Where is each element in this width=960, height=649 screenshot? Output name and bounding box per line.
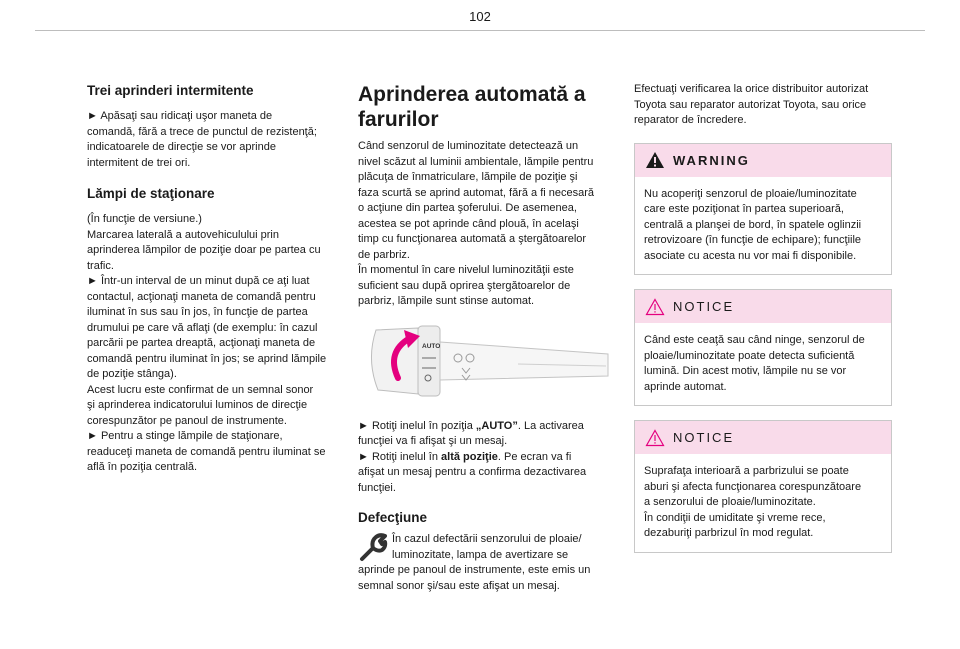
step-activate-text-b: . La activarea — [517, 419, 584, 432]
text-line: iluminat în sus sau în jos, în funcţie de partea — [87, 306, 308, 318]
section-parking-lamps — [87, 185, 345, 476]
text-line: aprinde automat. — [644, 380, 727, 393]
defect-text — [358, 563, 616, 594]
text-line: În condiţii de umiditate şi vreme rece, — [644, 511, 826, 524]
dealer-check-text — [634, 82, 892, 129]
notice-box-2-header — [635, 421, 891, 454]
main-heading-line1: Aprinderea automată a — [358, 83, 586, 106]
main-heading-line2: farurilor — [358, 108, 439, 131]
column-left — [87, 82, 345, 488]
warning-triangle-icon — [645, 151, 665, 169]
section-three-flashes — [87, 82, 345, 171]
step-activate — [358, 419, 616, 450]
text-line: centrală a planşei de bord, în spatele oglinzii — [644, 218, 862, 231]
text-line: plăcuţa de înmatriculare, lămpile de poziţie şi — [358, 171, 578, 183]
text-line: ► Apăsaţi sau ridicaţi uşor maneta de — [87, 110, 273, 122]
text-line: În momentul în care nivelul luminozităţii este — [358, 264, 574, 276]
text-line: află în poziţia centrală. — [87, 461, 198, 473]
notice-1-title: NOTICE — [673, 299, 735, 314]
notice-box-1 — [634, 289, 892, 406]
main-heading — [358, 82, 616, 132]
notice-triangle-icon — [645, 429, 665, 447]
text-line: aprinderea lămpilor de poziţie doar pe partea cu — [87, 244, 321, 256]
text-line: a senzorului de ploaie/luminozitate. — [644, 496, 816, 508]
text-line: trafic. — [87, 259, 114, 272]
step-activate-bold: „AUTO” — [475, 419, 518, 432]
step-activate-text-a: ► Rotiţi inelul în poziţia — [358, 419, 476, 432]
text-line: corespunzător pe panoul de instrumente. — [87, 414, 287, 427]
notice-triangle-icon — [645, 298, 665, 316]
step-deactivate-rest — [358, 465, 616, 496]
text-line: parcării pe partea dreaptă, acţionaţi maneta de — [87, 337, 316, 349]
defect-block — [358, 532, 616, 594]
text-line: retrovizoare (în funcţie de echipare); funcţiile — [644, 234, 862, 246]
warning-text — [644, 187, 881, 265]
text-line: timp cu funcţionarea automată a ştergătoarelor — [358, 233, 587, 245]
text-line: faza scurtă se aprind automat, fără a fi necesară — [358, 186, 595, 199]
column-right — [634, 82, 892, 567]
text-line: indicatoarele de direcţie se vor aprinde — [87, 141, 276, 153]
defect-text-indented — [358, 532, 616, 563]
text-line: asociate cu acesta nu vor mai fi disponibile. — [644, 249, 857, 262]
text-line: lumină. Din acest motiv, lămpile nu se vor — [644, 365, 847, 377]
notice-1-text — [644, 333, 881, 395]
section-text-three-flashes — [87, 109, 345, 171]
text-line: contactul, acţionaţi maneta de comandă pentru — [87, 290, 316, 303]
step-deactivate-text-b: . Pe ecran va fi — [497, 450, 572, 463]
section-title-three-flashes: Trei aprinderi intermitente — [87, 83, 254, 98]
text-line: Acest lucru este confirmat de un semnal sonor — [87, 383, 314, 396]
text-line: Nu acoperiţi senzorul de ploaie/luminozitate — [644, 187, 857, 200]
text-line: (În funcţie de versiune.) — [87, 213, 202, 225]
text-line: suficient sau după oprirea ştergătoarelor de — [358, 279, 571, 292]
step-deactivate — [358, 450, 616, 497]
warning-title: WARNING — [673, 152, 750, 168]
text-line: parbriz, lămpile sunt stinse automat. — [358, 295, 535, 307]
step-deactivate-text-a: ► Rotiţi inelul în — [358, 450, 442, 463]
text-line: şi aprinderea indicatorului luminos de direcţie — [87, 399, 308, 411]
text-line: Când este ceaţă sau când ninge, senzorul de — [644, 334, 865, 346]
text-line: aburi şi afecta funcţionarea corespunzătoare — [644, 480, 862, 493]
auto-headlamps-intro — [358, 139, 616, 310]
text-line: Efectuaţi verificarea la orice distribuitor autorizat — [634, 83, 869, 95]
warning-box-header — [635, 144, 891, 177]
text-line: comandă, fără a trece de punctul de rezistenţă; — [87, 125, 317, 138]
section-title-parking-lamps: Lămpi de staţionare — [87, 186, 215, 201]
text-line: intermitent de trei ori. — [87, 156, 191, 169]
notice-box-1-header — [635, 290, 891, 323]
notice-2-text — [644, 464, 881, 542]
step-activate-rest — [358, 434, 616, 450]
text-line: o acţiune din partea şoferului. De asemenea, — [358, 202, 577, 214]
page-number: 102 — [469, 9, 491, 24]
notice-2-title: NOTICE — [673, 430, 735, 445]
text-line: care este poziţionat în partea superioară, — [644, 203, 844, 215]
header-divider — [35, 30, 925, 31]
text-line: de parbriz. — [358, 248, 410, 261]
wrench-icon — [358, 532, 388, 562]
stalk-shaft — [440, 342, 608, 380]
lighting-stalk-figure — [358, 318, 616, 402]
text-line: ► Într-un interval de un minut după ce aţi luat — [87, 275, 310, 287]
text-line: Marcarea laterală a autovehiculului prin — [87, 228, 279, 241]
text-line: Când senzorul de luminozitate detectează un — [358, 140, 579, 152]
text-line: afişat un mesaj pentru a confirma dezactivarea — [358, 466, 587, 478]
text-line: comandă pentru iluminat în jos; se aprind lămpile — [87, 352, 327, 365]
text-line: În cazul defectării senzorului de ploaie/ — [392, 533, 582, 545]
section-text-parking-lamps — [87, 212, 345, 476]
text-line: de poziţie stânga). — [87, 368, 177, 380]
text-line: funcţiei va fi afişat şi un mesaj. — [358, 435, 508, 447]
text-line: ploaie/luminozitate poate detecta suficientă — [644, 349, 855, 362]
text-line: funcţiei. — [358, 481, 396, 494]
text-line: luminozitate, lampa de avertizare se — [392, 548, 569, 561]
notice-box-2 — [634, 420, 892, 553]
text-line: readuceţi maneta de comandă pentru iluminat se — [87, 445, 326, 458]
text-line: aprinde pe panoul de instrumente, este emis un — [358, 564, 591, 576]
figure-label-auto: AUTO — [422, 342, 441, 350]
text-line: ► Pentru a stinge lămpile de staţionare, — [87, 430, 283, 442]
text-line: semnal sonor şi/sau este afişat un mesaj. — [358, 579, 560, 592]
warning-box — [634, 143, 892, 276]
text-line: reparator de încredere. — [634, 114, 747, 126]
step-deactivate-bold: altă poziţie — [441, 450, 498, 463]
column-middle — [358, 82, 616, 594]
text-line: drumului pe care vă aflaţi (de exemplu: în cazul — [87, 321, 318, 334]
text-line: nivel scăzut al luminii ambientale, lămpile pentru — [358, 155, 594, 168]
text-line: acestea se pot aprinde când plouă, în acelaşi — [358, 217, 579, 230]
stalk-ring — [418, 326, 440, 396]
text-line: dezaburiţi parbrizul în mod regulat. — [644, 527, 814, 539]
section-title-defect: Defecţiune — [358, 510, 428, 525]
text-line: Suprafaţa interioară a parbrizului se poate — [644, 465, 849, 477]
text-line: Toyota sau reparator autorizat Toyota, sau orice — [634, 98, 867, 111]
